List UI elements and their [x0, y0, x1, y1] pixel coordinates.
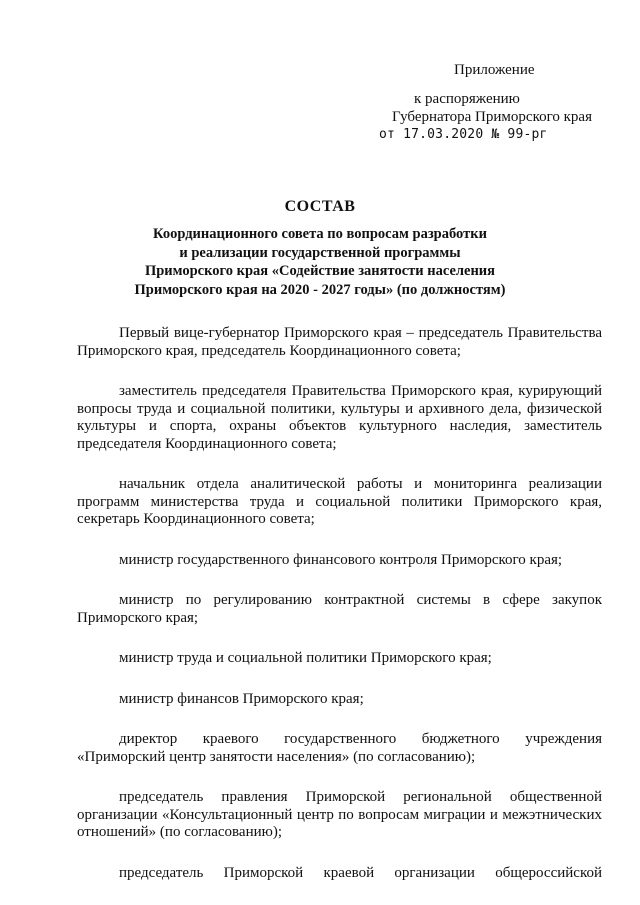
member-item-5: министр по регулированию контрактной системы в сфере закупок Приморского края; — [77, 592, 602, 626]
member-item-1: Первый вице-губернатор Приморского края – председатель Правительства Приморского края, председатель Координационного совета; — [77, 325, 602, 359]
document-title: СОСТАВ — [284, 198, 356, 215]
member-item-8: директор краевого государственного бюджетного учреждения «Приморский центр занятости населения» (по согласованию); — [77, 731, 602, 765]
member-item-6: министр труда и социальной политики Приморского края; — [119, 650, 492, 666]
member-item-10: председатель Приморской краевой организации общероссийской — [119, 864, 602, 881]
member-item-2: заместитель председателя Правительства Приморского края, курирующий вопросы труда и социальной политики, культуры и архивного дела, физической культуры и спорта, охраны объектов культурного наследия, заместитель председателя Координационного совета; — [77, 383, 602, 452]
appendix-title: Приложение — [454, 62, 535, 78]
member-list — [77, 325, 602, 905]
subtitle-line-1: Координационного совета по вопросам разработки — [153, 226, 487, 242]
subtitle-line-4: Приморского края на 2020 - 2027 годы» (по должностям) — [134, 281, 506, 298]
member-item-7: министр финансов Приморского края; — [119, 690, 364, 707]
appendix-issuer-line: Губернатора Приморского края — [392, 109, 592, 125]
appendix-order-line: к распоряжению — [414, 91, 520, 107]
member-item-3: начальник отдела аналитической работы и мониторинга реализации программ министерства труда и социальной политики Приморского края, секретарь Координационного совета; — [77, 476, 602, 527]
member-item-9: председатель правления Приморской региональной общественной организации «Консультационный центр по вопросам миграции и межэтнических отношений» (по согласованию); — [77, 789, 602, 840]
member-item-4: министр государственного финансового контроля Приморского края; — [119, 551, 563, 568]
document-subtitle — [80, 225, 560, 299]
subtitle-line-3: Приморского края «Содействие занятости населения — [144, 263, 496, 279]
subtitle-line-2: и реализации государственной программы — [179, 244, 461, 261]
appendix-date-number: от 17.03.2020 № 99-рг — [379, 127, 548, 142]
